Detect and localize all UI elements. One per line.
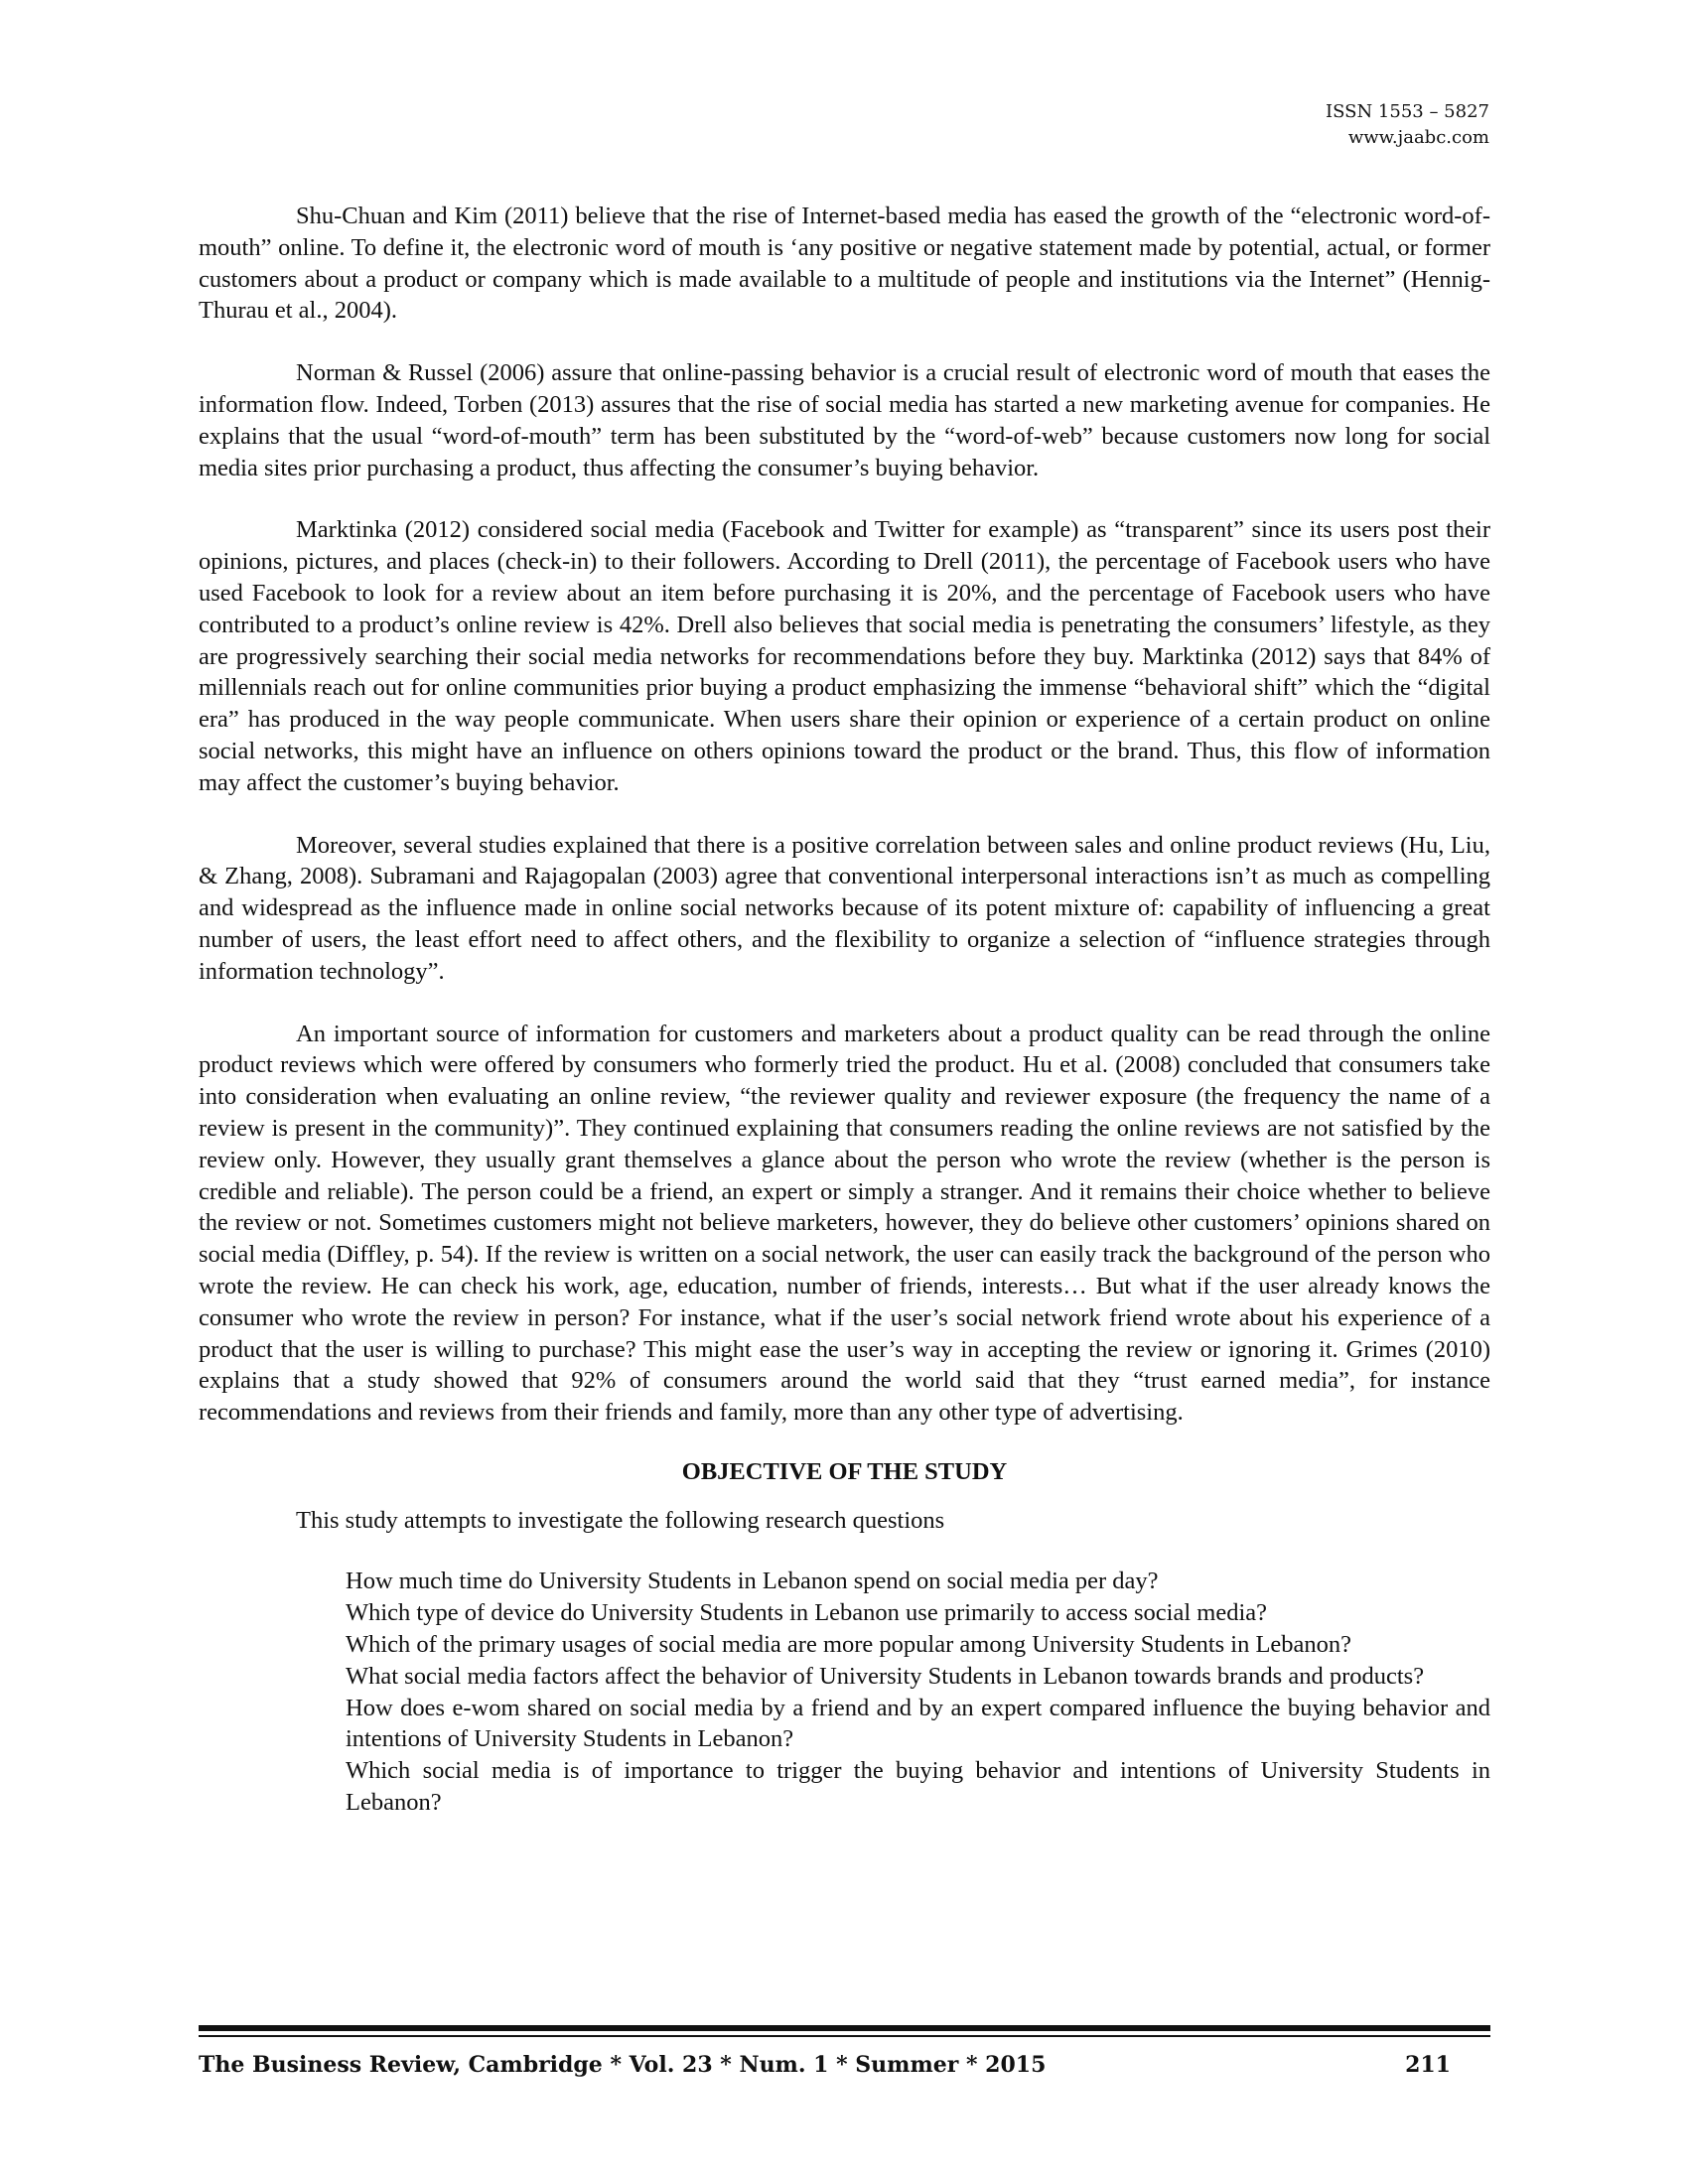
page-number: 211	[1405, 2052, 1451, 2078]
body-paragraph: Norman & Russel (2006) assure that online-passing behavior is a crucial result of electronic word of mouth that eases the information flow. Indeed, Torben (2013) assures that the rise of social media has started a new marketing avenue for companies. He explains that the usual “word-of-mouth” term has been substituted by the “word-of-web” because customers now long for social media sites prior purchasing a product, thus affecting the consumer’s buying behavior.	[199, 359, 1490, 481]
body-paragraph: An important source of information for customers and marketers about a product quality can be read through the online product reviews which were offered by consumers who formerly tried the product. Hu et al. (2008) concluded that consumers take into consideration when evaluating an online review, “the reviewer quality and reviewer exposure (the frequency the name of a review is present in the community)”. They continued explaining that consumers reading the online reviews are not satisfied by the review only. However, they usually grant themselves a glance about the person who wrote the review (whether is the person is credible and reliable). The person could be a friend, an expert or simply a stranger. And it remains their choice whether to believe the review or not. Sometimes customers might not believe marketers, however, they do believe other customers’ opinions shared on social media (Diffley, p. 54). If the review is written on a social network, the user can easily track the background of the person who wrote the review. He can check his work, age, education, number of friends, interests… But what if the user already knows the consumer who wrote the review in person? For instance, what if the user’s social network friend wrote about his experience of a product that the user is willing to purchase? This might ease the user’s way in accepting the review or ignoring it. Grimes (2010) explains that a study showed that 92% of consumers around the world said that they “trust earned media”, for instance recommendations and reviews from their friends and family, more than any other type of advertising.	[199, 1020, 1490, 1427]
body-paragraph: Moreover, several studies explained that there is a positive correlation between sales and online product reviews (Hu, Liu, & Zhang, 2008). Subramani and Rajagopalan (2003) agree that conventional interpersonal interactions isn’t as much as compelling and widespread as the influence made in online social networks because of its potent mixture of: capability of influencing a great number of users, the least effort need to affect others, and the flexibility to organize a selection of “influence strategies through information technology”.	[199, 831, 1490, 985]
article-body	[199, 201, 1490, 1819]
issn-label: ISSN 1553 – 5827	[1326, 101, 1489, 122]
research-question: Which type of device do University Students in Lebanon use primarily to access social media?	[346, 1599, 1268, 1627]
research-question: What social media factors affect the behavior of University Students in Lebanon towards brands and products?	[346, 1662, 1425, 1690]
research-question: Which of the primary usages of social media are more popular among University Students in Lebanon?	[346, 1631, 1352, 1659]
journal-citation: The Business Review, Cambridge * Vol. 23 * Num. 1 * Summer * 2015	[199, 2052, 1047, 2078]
footer-divider-thick	[199, 2025, 1490, 2031]
website-label: www.jaabc.com	[1347, 127, 1489, 148]
research-question: How does e-wom shared on social media by a friend and by an expert compared influence the buying behavior and intentions of University Students in Lebanon?	[346, 1694, 1490, 1753]
research-question: How much time do University Students in Lebanon spend on social media per day?	[346, 1568, 1159, 1595]
page-header	[1326, 99, 1489, 151]
body-paragraph: Marktinka (2012) considered social media (Facebook and Twitter for example) as “transparent” since its users post their opinions, pictures, and places (check-in) to their followers. According to Drell (2011), the percentage of Facebook users who have used Facebook to look for a review about an item before purchasing it is 20%, and the percentage of Facebook users who have contributed to a product’s online review is 42%. Drell also believes that social media is penetrating the consumers’ lifestyle, as they are progressively searching their social media networks for recommendations before they buy. Marktinka (2012) says that 84% of millennials reach out for online communities prior buying a product emphasizing the immense “behavioral shift” which the “digital era” has produced in the way people communicate. When users share their opinion or experience of a certain product on online social networks, this might have an influence on others opinions toward the product or the brand. Thus, this flow of information may affect the customer’s buying behavior.	[199, 516, 1490, 796]
research-questions-list	[346, 1566, 1490, 1818]
body-paragraph: Shu-Chuan and Kim (2011) believe that the rise of Internet-based media has eased the growth of the “electronic word-of-mouth” online. To define it, the electronic word of mouth is ‘any positive or negative statement made by potential, actual, or former customers about a product or company which is made available to a multitude of people and institutions via the Internet” (Hennig-Thurau et al., 2004).	[199, 203, 1490, 325]
objective-intro: This study attempts to investigate the following research questions	[296, 1506, 945, 1534]
research-question: Which social media is of importance to trigger the buying behavior and intentions of University Students in Lebanon?	[346, 1757, 1490, 1817]
section-heading: OBJECTIVE OF THE STUDY	[681, 1457, 1008, 1485]
footer-divider-thin	[199, 2035, 1490, 2037]
